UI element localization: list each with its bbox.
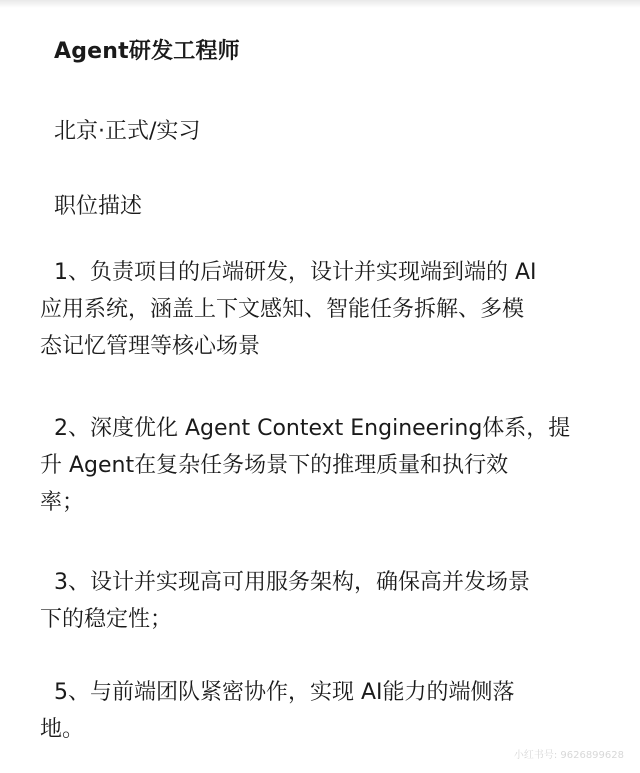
- duty-item-1: [40, 254, 600, 365]
- top-shade: [0, 0, 640, 8]
- job-title: Agent研发工程师: [54, 39, 240, 64]
- duty-item-line: 3、设计并实现高可用服务架构，确保高并发场景: [54, 570, 530, 595]
- duty-item-line: 1、负责项目的后端研发，设计并实现端到端的 AI: [54, 260, 537, 285]
- duty-item-line: 率；: [40, 490, 85, 515]
- duty-item-line: 升 Agent在复杂任务场景下的推理质量和执行效: [40, 453, 509, 478]
- duty-item-line: 应用系统，涵盖上下文感知、智能任务拆解、多模: [40, 297, 525, 322]
- duty-item-line: 地。: [40, 717, 85, 742]
- duty-item-3: [40, 564, 600, 638]
- duty-item-line: 下的稳定性；: [40, 607, 173, 632]
- duty-item-5: [40, 674, 600, 748]
- duty-item-line: 2、深度优化 Agent Context Engineering体系，提: [54, 416, 571, 441]
- watermark-text: 小红书号: 9626899628: [513, 750, 624, 761]
- job-location: 北京·正式/实习: [54, 119, 201, 144]
- duty-item-2: [40, 410, 600, 521]
- duty-item-line: 态记忆管理等核心场景: [40, 334, 261, 359]
- duty-item-line: 5、与前端团队紧密协作，实现 AI能力的端侧落: [54, 680, 515, 705]
- section-heading: 职位描述: [54, 194, 143, 219]
